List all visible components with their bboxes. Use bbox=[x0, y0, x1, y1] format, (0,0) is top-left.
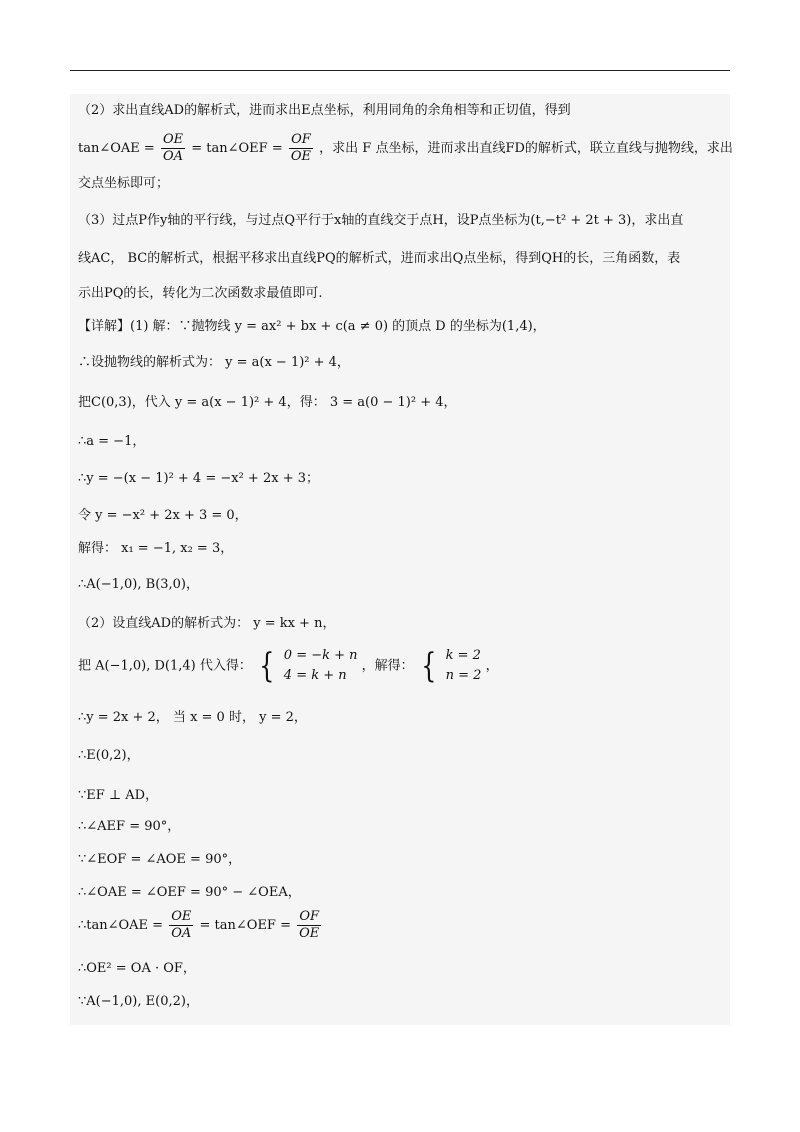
equation-row: k = 2 bbox=[445, 648, 481, 663]
analysis-step2-line1: （2）求出直线AD的解析式，进而求出E点坐标，利用同角的余角相等和正切值，得到 bbox=[78, 103, 571, 118]
detail-step1-line7: 解得： x₁ = −1, x₂ = 3， bbox=[78, 541, 234, 556]
left-brace: { bbox=[259, 646, 275, 686]
detail-step2-line9 bbox=[78, 909, 323, 942]
fraction-numerator: OF bbox=[289, 132, 313, 149]
analysis-step3-line3: 示出PQ的长，转化为二次函数求最值即可. bbox=[78, 286, 323, 301]
detail-step2-line7: ∵∠EOF = ∠AOE = 90°， bbox=[78, 852, 242, 867]
detail-step1-line3: 把C(0,3)，代入 y = a(x − 1)² + 4，得： 3 = a(0 − 1)² + 4， bbox=[78, 395, 457, 410]
detail-step1-line6: 令 y = −x² + 2x + 3 = 0， bbox=[78, 508, 248, 523]
equation-row: n = 2 bbox=[445, 668, 482, 683]
equation-system-2 bbox=[446, 646, 482, 686]
fraction-denominator: OE bbox=[299, 926, 320, 941]
header-rule bbox=[70, 70, 730, 71]
trailing-comma: ， bbox=[485, 658, 499, 674]
tan-oef-label: = tan∠OEF = bbox=[191, 141, 283, 156]
fraction-oe-oa bbox=[161, 132, 185, 165]
detail-step1-line4: ∴a = −1， bbox=[78, 434, 146, 449]
detail-step1-line5: ∴y = −(x − 1)² + 4 = −x² + 2x + 3； bbox=[78, 471, 319, 486]
solve-text: ，解得： bbox=[361, 658, 414, 674]
solution-panel bbox=[70, 94, 733, 1025]
fraction-numerator: OE bbox=[162, 132, 184, 147]
detail-step2-line1: （2）设直线AD的解析式为： y = kx + n， bbox=[78, 616, 336, 631]
fraction-denominator: OA bbox=[163, 149, 184, 164]
analysis-step2-line2 bbox=[78, 132, 733, 165]
equation-row: 0 = −k + n bbox=[283, 648, 358, 663]
tan-oae-label: ∴tan∠OAE = bbox=[78, 918, 164, 933]
detail-step2-line2 bbox=[78, 646, 499, 686]
fraction-oe-oa bbox=[169, 909, 193, 942]
detail-step1-line2: ∴设抛物线的解析式为： y = a(x − 1)² + 4， bbox=[78, 355, 350, 370]
detail-step2-line8: ∴∠OAE = ∠OEF = 90° − ∠OEA， bbox=[78, 885, 301, 900]
detail-step2-line6: ∴∠AEF = 90°， bbox=[78, 819, 181, 834]
fraction-denominator: OA bbox=[171, 926, 192, 941]
fraction-of-oe bbox=[297, 909, 321, 942]
detail-step2-line3: ∴y = 2x + 2， 当 x = 0 时， y = 2， bbox=[78, 710, 307, 725]
fraction-numerator: OF bbox=[297, 909, 321, 926]
fraction-numerator: OE bbox=[171, 909, 192, 924]
detail-step2-line4: ∴E(0,2)， bbox=[78, 748, 140, 763]
equation-row: 4 = k + n bbox=[283, 668, 347, 683]
detail-step2-line5: ∵EF ⊥ AD， bbox=[78, 788, 159, 803]
tan-oae-label: tan∠OAE = bbox=[78, 141, 155, 156]
analysis-step2-text: ，求出 F 点坐标，进而求出直线FD的解析式，联立直线与抛物线，求出 bbox=[319, 141, 733, 156]
tan-oef-label: = tan∠OEF = bbox=[199, 918, 291, 933]
equation-system-1 bbox=[284, 646, 358, 686]
substitute-text: 把 A(−1,0), D(1,4) 代入得： bbox=[78, 658, 252, 674]
detail-step1-line1: 【详解】(1) 解：∵抛物线 y = ax² + bx + c(a ≠ 0) 的顶点 D 的坐标为(1,4)， bbox=[78, 319, 546, 334]
fraction-denominator: OE bbox=[290, 149, 312, 164]
analysis-step3-line2: 线AC， BC的解析式，根据平移求出直线PQ的解析式，进而求出Q点坐标，得到QH的长，三角函数，表 bbox=[78, 251, 681, 266]
detail-step1-line8: ∴A(−1,0), B(3,0)， bbox=[78, 577, 200, 592]
detail-step2-line10: ∴OE² = OA · OF， bbox=[78, 961, 196, 976]
analysis-step3-line1: （3）过点P作y轴的平行线，与过点Q平行于x轴的直线交于点H，设P点坐标为(t,−t² + 2t + 3)，求出直 bbox=[78, 213, 684, 228]
analysis-step2-line3: 交点坐标即可； bbox=[78, 176, 170, 191]
fraction-of-oe bbox=[289, 132, 313, 165]
detail-step2-line11: ∵A(−1,0), E(0,2)， bbox=[78, 994, 199, 1009]
left-brace: { bbox=[421, 646, 437, 686]
